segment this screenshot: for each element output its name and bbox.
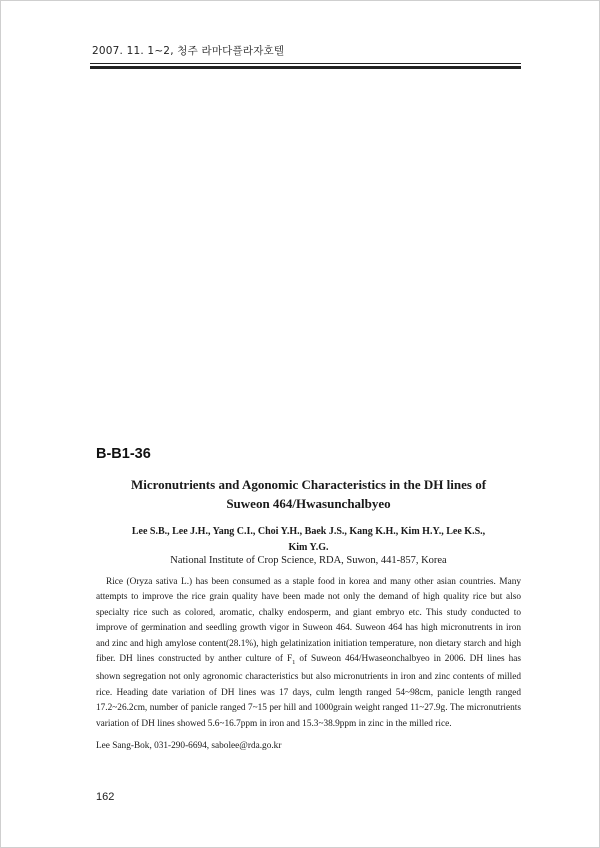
page-number: 162: [96, 791, 115, 803]
authors: [96, 524, 521, 555]
paper-code: B-B1-36: [96, 446, 151, 462]
abstract: [96, 575, 521, 732]
authors-line-2: Kim Y.G.: [288, 541, 329, 553]
running-header: 2007. 11. 1~2, 청주 라마다플라자호텔: [92, 45, 285, 57]
authors-line-1: Lee S.B., Lee J.H., Yang C.I., Choi Y.H., Baek J.S., Kang K.H., Kim H.Y., Lee K.S.,: [131, 526, 486, 537]
contact-info: Lee Sang-Bok, 031-290-6694, sabolee@rda.go.kr: [96, 741, 282, 751]
title-line-2: Suweon 464/Hwasunchalbyeo: [226, 496, 391, 511]
paper-title: [96, 475, 521, 513]
affiliation: National Institute of Crop Science, RDA, Suwon, 441-857, Korea: [170, 555, 447, 566]
title-line-1: Micronutrients and Agonomic Characteristics in the DH lines of: [130, 477, 487, 492]
abstract-text-part-1: Rice (Oryza sativa L.) has been consumed as a staple food in korea and many other asian countries. Many attempts to improve the rice grain quality have been made not only the demand of high quality rice but also specialty rice such as colored, aromatic, chalky endosperm, and giant embryo etc. This study conducted to improve of germination and seedling growth vigor in Suweon 464. Suweon 464 has high micronutrents in iron and zinc and high amylose content(28.1%), high gelatinization initiation temperature, non dietary starch and high fiber. DH lines constructed by anther culture of F: [96, 577, 521, 665]
abstract-subscript: 1: [292, 658, 296, 666]
header-rule-thin: [90, 63, 521, 64]
header-rule-thick: [90, 66, 521, 69]
abstract-text-part-2: of Suweon 464/Hwaseonchalbyeo in 2006. DH lines has shown segregation not only agronomic characteristics but also micronutrients in iron and zinc contents of milled rice. Heading date variation of DH lines was 17 days, culm length ranged 54~98cm, panicle length ranged 17.2~26.2cm, number of panicle ranged 7~15 per hill and 1000grain weight ranged 11~27.9g. The micronutrients variation of DH lines showed 5.6~16.7ppm in iron and 15.3~38.9ppm in zinc in the milled rice.: [96, 654, 521, 729]
